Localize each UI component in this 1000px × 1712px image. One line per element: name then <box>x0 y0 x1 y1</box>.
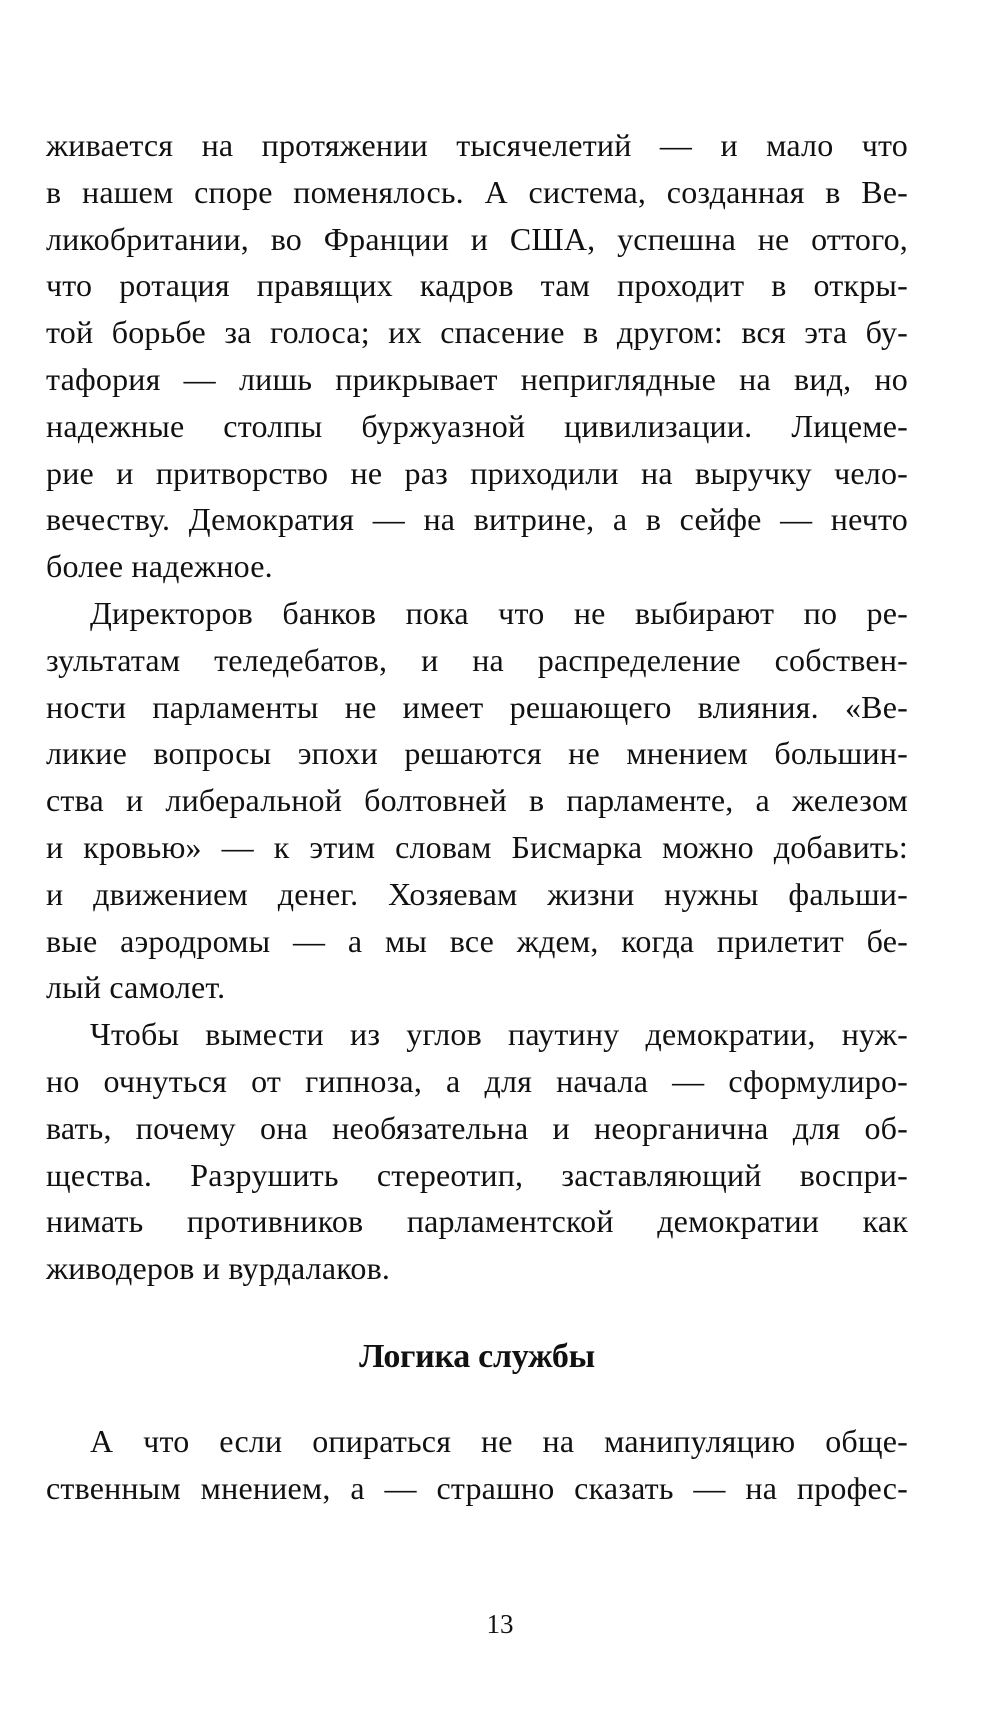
text-line: зультатам теледебатов, и на распределение собствен- <box>46 641 908 678</box>
text-line: лый самолет. <box>46 969 226 1006</box>
text-line: щества. Разрушить стереотип, заставляющий воспри- <box>46 1156 908 1193</box>
text-line: рие и притворство не раз приходили на выручку чело- <box>46 454 908 491</box>
text-line: нимать противников парламентской демократии как <box>46 1203 908 1240</box>
paragraph-3 <box>46 1011 908 1292</box>
paragraph-1 <box>46 122 908 590</box>
text-line: вые аэродромы — а мы все ждем, когда прилетит бе- <box>46 922 908 959</box>
text-line: что ротация правящих кадров там проходит в откры- <box>46 267 908 304</box>
text-line: живодеров и вурдалаков. <box>46 1250 391 1287</box>
section-heading: Логика службы <box>359 1337 595 1375</box>
paragraph-2 <box>46 590 908 1011</box>
text-line: тафория — лишь прикрывает неприглядные на вид, но <box>46 360 908 397</box>
text-line: ства и либеральной болтовней в парламенте, а железом <box>46 782 908 819</box>
paragraph-4 <box>46 1418 908 1512</box>
text-line: А что если опираться не на манипуляцию обще- <box>90 1422 908 1459</box>
text-line: ственным мнением, а — страшно сказать — на профес- <box>46 1469 908 1506</box>
text-line: той борьбе за голоса; их спасение в другом: вся эта бу- <box>46 314 908 351</box>
text-line: в нашем споре поменялось. А система, созданная в Ве- <box>46 173 908 210</box>
page-number: 13 <box>486 1609 514 1639</box>
text-line: Директоров банков пока что не выбирают по ре- <box>90 594 908 631</box>
text-line: и движением денег. Хозяевам жизни нужны фальши- <box>46 875 908 912</box>
text-line: но очнуться от гипноза, а для начала — сформулиро- <box>46 1062 908 1099</box>
text-line: вать, почему она необязательна и неорганична для об- <box>46 1109 908 1146</box>
text-line: живается на протяжении тысячелетий — и мало что <box>46 127 908 163</box>
text-line: вечеству. Демократия — на витрине, а в сейфе — нечто <box>46 501 908 538</box>
text-line: более надежное. <box>46 548 273 585</box>
text-line: Чтобы вымести из углов паутину демократии, нуж- <box>90 1016 908 1053</box>
text-line: ности парламенты не имеет решающего влияния. «Ве- <box>46 688 908 725</box>
text-line: ликобритании, во Франции и США, успешна не оттого, <box>46 220 908 257</box>
text-line: ликие вопросы эпохи решаются не мнением большин- <box>46 735 908 772</box>
text-line: надежные столпы буржуазной цивилизации. Лицеме- <box>46 407 908 444</box>
text-line: и кровью» — к этим словам Бисмарка можно добавить: <box>46 828 908 865</box>
page-body <box>46 122 908 1512</box>
